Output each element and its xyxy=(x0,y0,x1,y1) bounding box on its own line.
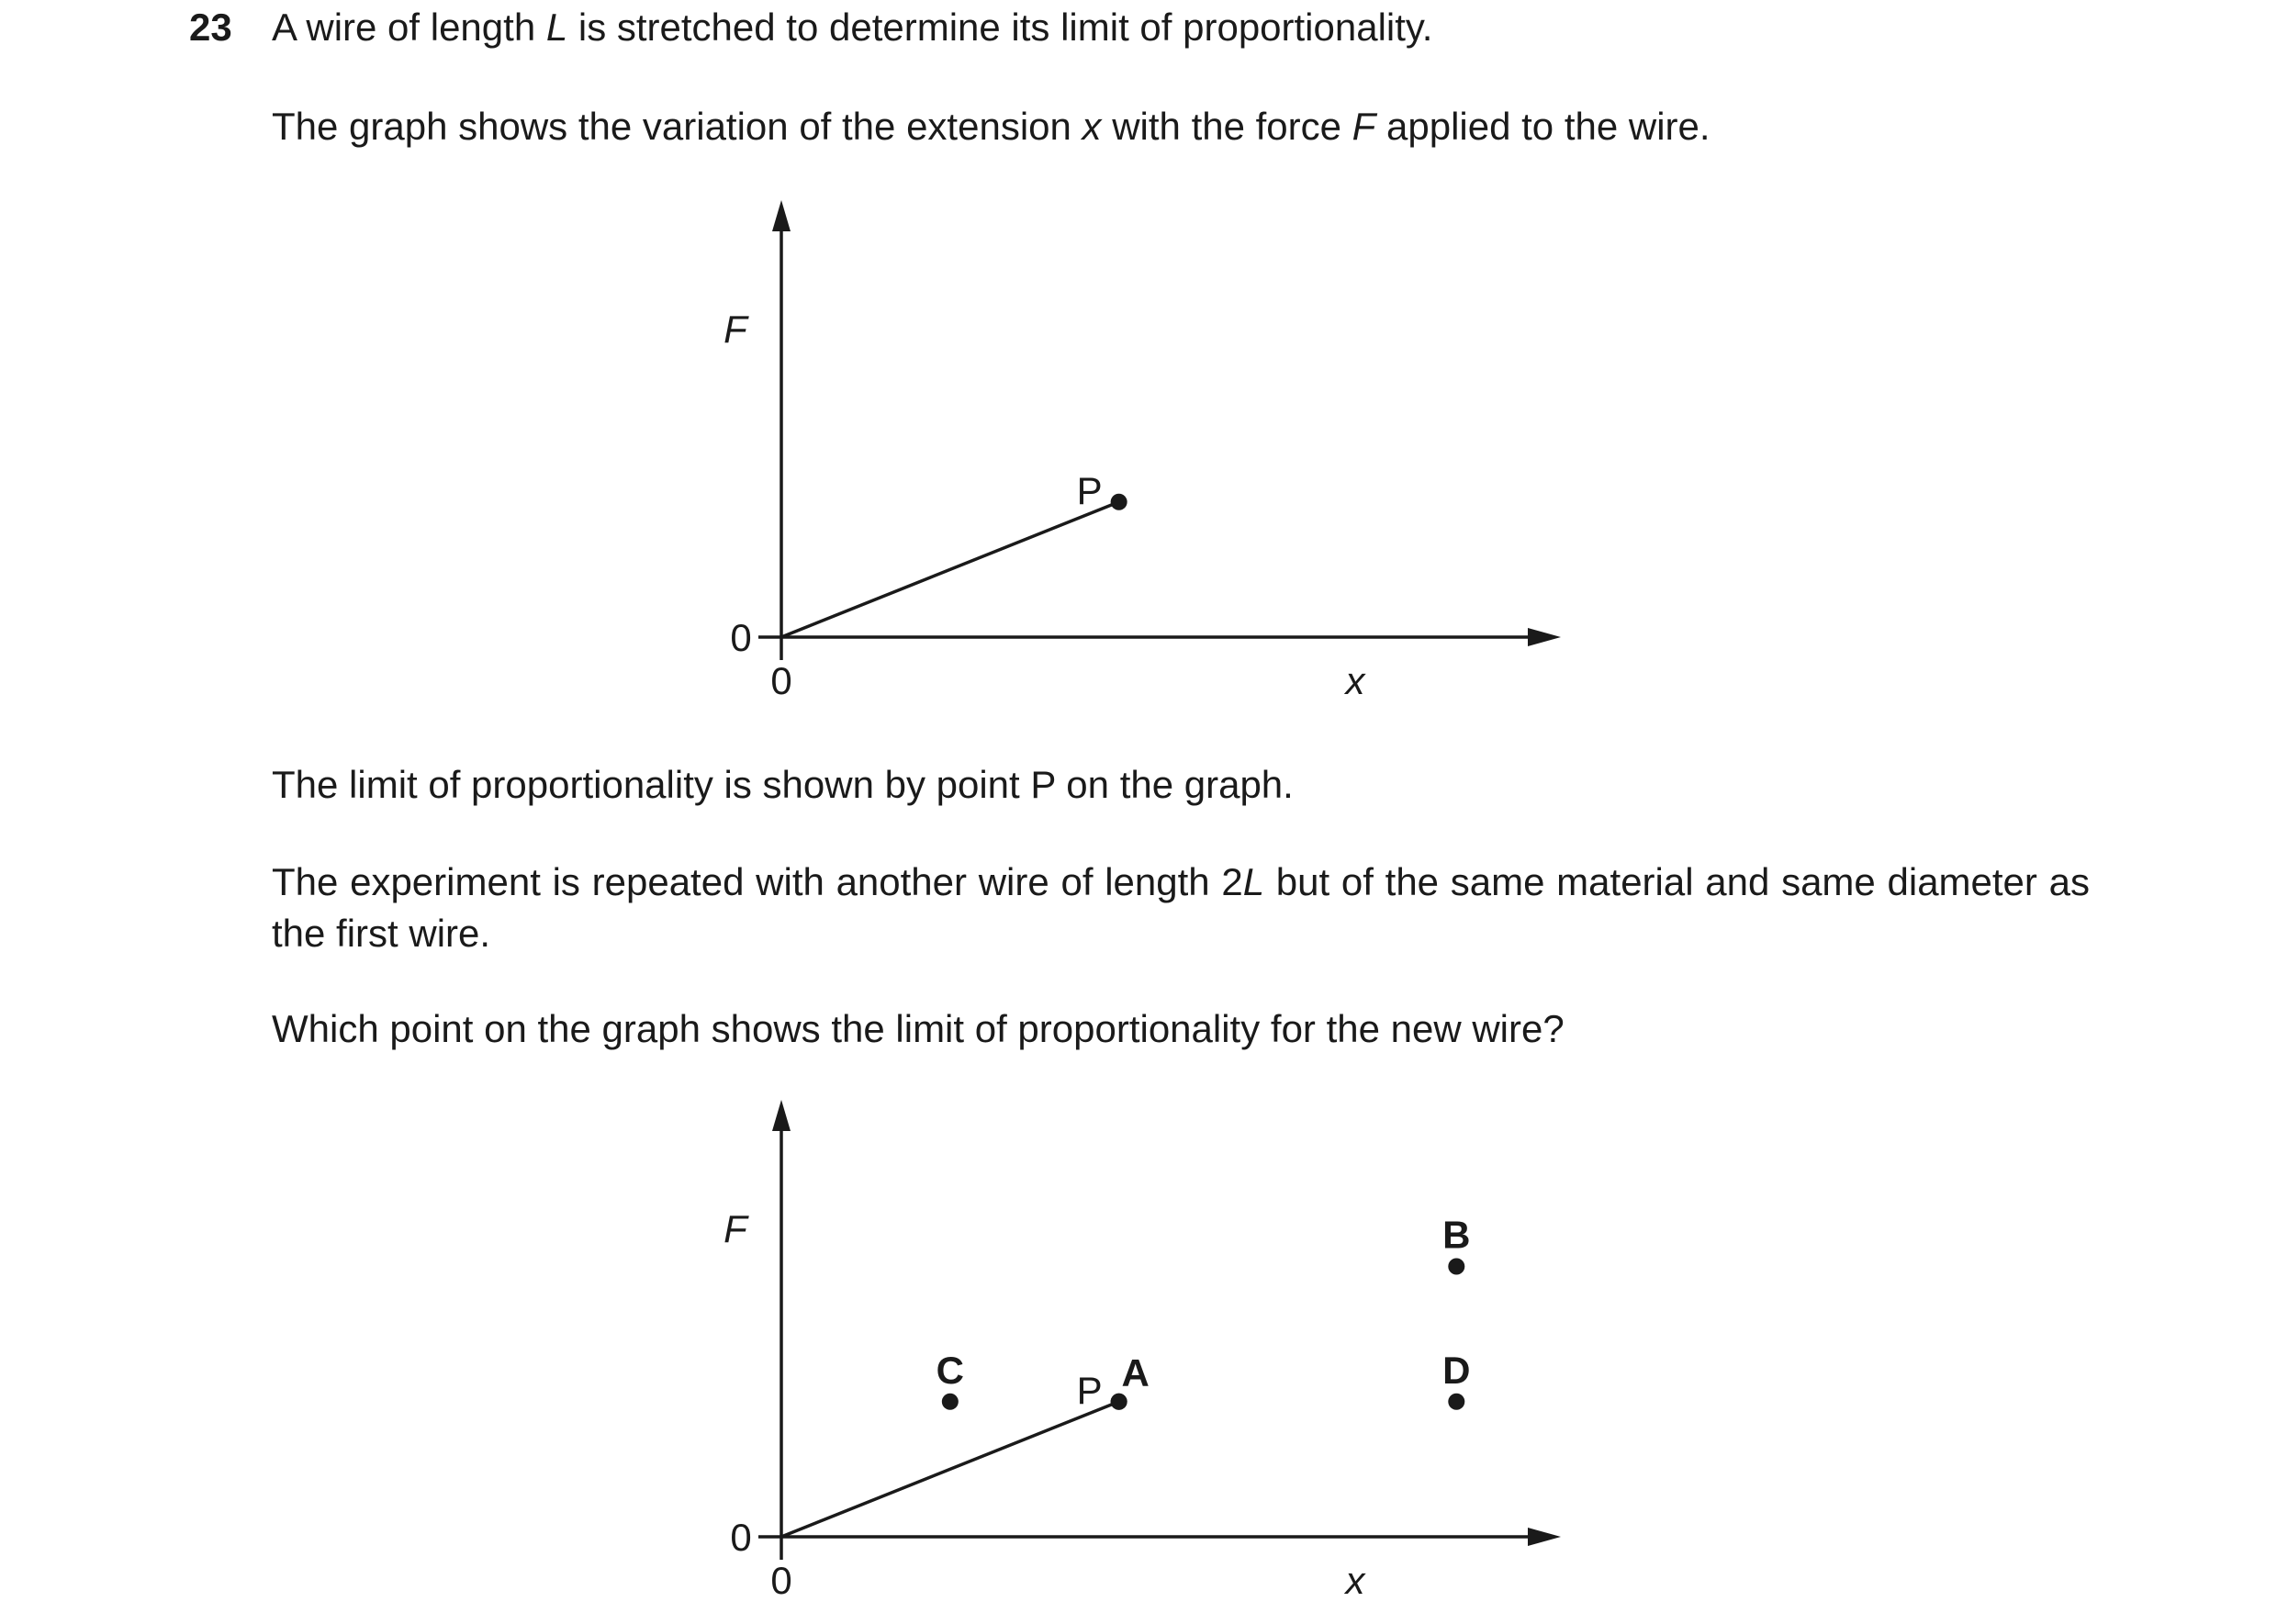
point-a-label: A xyxy=(1121,1350,1150,1394)
experiment-statement: The experiment is repeated with another wire of length 2L but of the same material and same diameter as the first wire. xyxy=(272,860,2090,955)
x-axis-label: x xyxy=(1345,1559,1365,1602)
point-p-label: P xyxy=(1076,1368,1103,1412)
graph-2-plot xyxy=(723,1100,1561,1602)
point-b-label: B xyxy=(1442,1213,1471,1257)
series-line-0 xyxy=(781,1402,1119,1537)
x-origin-label: 0 xyxy=(770,1559,792,1602)
y-origin-label: 0 xyxy=(730,1516,752,1559)
question-intro: A wire of length L is stretched to determine its limit of proportionality. xyxy=(272,6,1433,49)
point-d-marker xyxy=(1448,1394,1464,1410)
point-b-marker xyxy=(1448,1259,1464,1275)
y-origin-label: 0 xyxy=(730,616,752,659)
limit-statement: The limit of proportionality is shown by point P on the graph. xyxy=(272,763,1294,806)
point-p-label: P xyxy=(1076,468,1103,512)
question-prompt: Which point on the graph shows the limit of proportionality for the new wire? xyxy=(272,1007,1565,1050)
y-axis-label: F xyxy=(723,1207,747,1250)
point-d-label: D xyxy=(1442,1348,1471,1392)
graph-description: The graph shows the variation of the extension x with the force F applied to the wire. xyxy=(272,105,1711,148)
y-axis-label: F xyxy=(723,308,747,351)
question-number: 23 xyxy=(189,6,232,49)
x-axis-arrowhead xyxy=(1528,1528,1561,1546)
x-axis-label: x xyxy=(1345,659,1365,702)
y-axis-arrowhead xyxy=(772,1100,791,1131)
point-c-marker xyxy=(942,1394,959,1410)
x-origin-label: 0 xyxy=(770,659,792,702)
point-a-marker xyxy=(1111,1394,1127,1410)
point-c-label: C xyxy=(936,1348,964,1392)
